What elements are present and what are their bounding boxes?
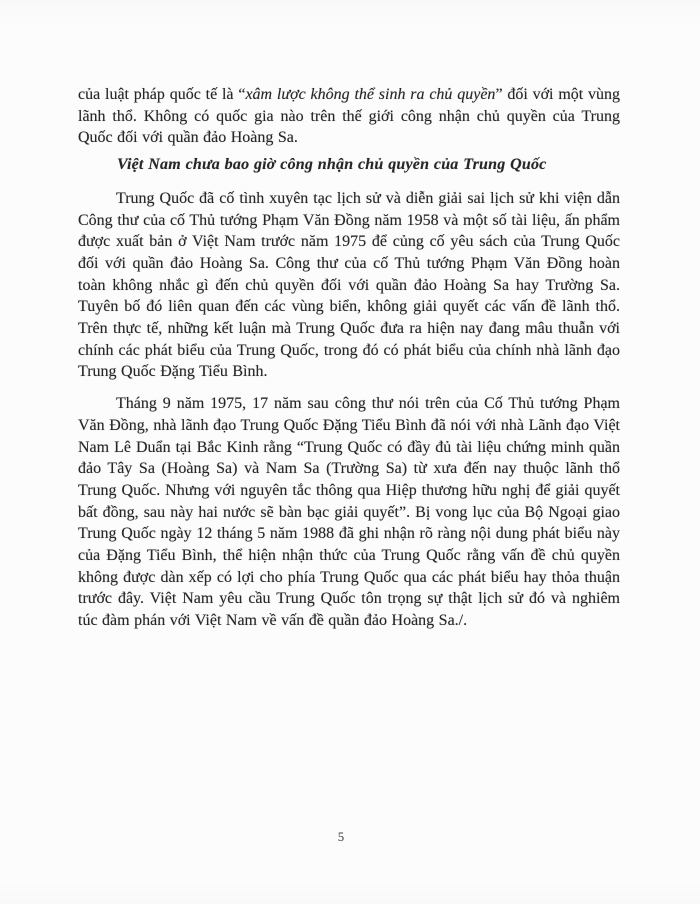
paragraph-continuation-text-after-quote: ” đối với một vùng lãnh thổ. Không có quốc gia nào trên thế giới công nhận chủ quyền của Trung Quốc đối với quần đảo Hoàng Sa. bbox=[78, 86, 621, 147]
paragraph-continuation bbox=[78, 84, 620, 149]
section-heading: Việt Nam chưa bao giờ công nhận chủ quyền của Trung Quốc bbox=[117, 156, 547, 174]
italic-quoted-phrase: xâm lược không thể sinh ra chủ quyền bbox=[245, 86, 496, 103]
document-text-block bbox=[78, 84, 620, 632]
paragraph-continuation-text-before-quote: của luật pháp quốc tế là “ bbox=[78, 86, 246, 103]
paragraph-2: Trung Quốc đã cố tình xuyên tạc lịch sử và diễn giải sai lịch sử khi viện dẫn Công thư của cố Thủ tướng Phạm Văn Đồng năm 1958 và một số tài liệu, ấn phẩm được xuất bản ở Việt Nam trước năm 1975 để củng cố yêu sách của Trung Quốc đối với quần đảo Hoàng Sa. Công thư của cố Thủ tướng Phạm Văn Đồng hoàn toàn không nhắc gì đến chủ quyền đối với quần đảo Hoàng Sa hay Trường Sa. Tuyên bố đó liên quan đến các vùng biển, không giải quyết các vấn đề lãnh thổ. Trên thực tế, những kết luận mà Trung Quốc đưa ra hiện nay đang mâu thuẫn với chính các phát biểu của Trung Quốc, trong đó có phát biểu của chính nhà lãnh đạo Trung Quốc Đặng Tiểu Bình. bbox=[78, 189, 620, 381]
page-number: 5 bbox=[337, 830, 345, 844]
paragraph-3: Tháng 9 năm 1975, 17 năm sau công thư nói trên của Cố Thủ tướng Phạm Văn Đồng, nhà lãnh đạo Trung Quốc Đặng Tiểu Bình đã nói với nhà Lãnh đạo Việt Nam Lê Duẩn tại Bắc Kinh rằng “Trung Quốc có đầy đủ tài liệu chứng minh quần đảo Tây Sa (Hoàng Sa) và Nam Sa (Trường Sa) từ xưa đến nay thuộc lãnh thổ Trung Quốc. Nhưng với nguyên tắc thông qua Hiệp thương hữu nghị để giải quyết bất đồng, sau này hai nước sẽ bàn bạc giải quyết”. Bị vong lục của Bộ Ngoại giao Trung Quốc ngày 12 tháng 5 năm 1988 đã ghi nhận rõ ràng nội dung phát biểu này của Đặng Tiểu Bình, thể hiện nhận thức của Trung Quốc rằng vấn đề chủ quyền không được dàn xếp có lợi cho phía Trung Quốc qua các phát biểu hay thỏa thuận trước đây. Việt Nam yêu cầu Trung Quốc tôn trọng sự thật lịch sử đó và nghiêm túc đàm phán với Việt Nam về vấn đề quần đảo Hoàng Sa./. bbox=[78, 395, 620, 630]
